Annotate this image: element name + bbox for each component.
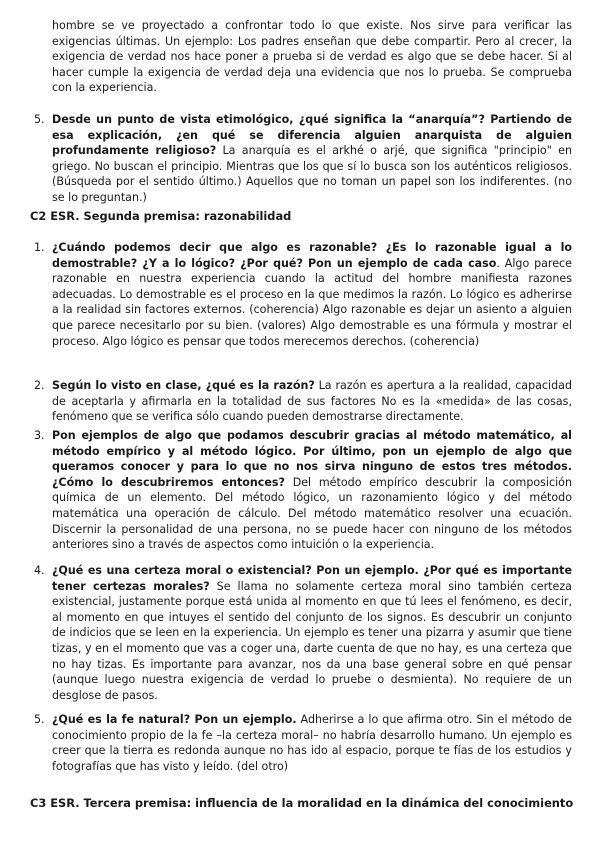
question-text: ¿Qué es la fe natural? Pon un ejemplo.: [52, 713, 297, 726]
question-text: Pon ejemplos de algo que podamos descubrir gracias al método matemático, al método empírico y al método lógico. Por último, pon un ejemplo de algo que queramos conocer y para lo que no nos sirva ninguno de estos tres métodos. ¿Cómo lo descubriremos entonces?: [52, 429, 572, 489]
question-text: ¿Qué es una certeza moral o existencial? Pon un ejemplo. ¿Por qué es importante tener certezas morales?: [52, 564, 572, 593]
question-item-5: [34, 712, 572, 774]
answer-text: Del método empírico descubrir la composición química de un elemento. Del método lógico, un razonamiento lógico y del método matemática una operación de cálculo. Del método matemático resolver una ecuación. Discernir la personalidad de una persona, no se puede hacer con ninguno de los métodos anteriores sino a través de aspectos como intuición o la experiencia.: [52, 475, 573, 552]
list-number: 4.: [34, 564, 45, 577]
list-number: 2.: [34, 379, 45, 392]
question-item-4: [34, 563, 572, 703]
section-heading-c2: C2 ESR. Segunda premisa: razonabilidad: [30, 209, 292, 223]
answer-text: La razón es apertura a la realidad, capacidad de aceptarla y afirmarla en la totalidad de sus factores No es la «medida» de las cosas, fenómeno que se verifica sólo cuando pueden demostrarse directamente.: [52, 379, 572, 424]
list-number: 5.: [34, 113, 45, 126]
list-number: 5.: [34, 713, 45, 726]
question-answer: [52, 240, 572, 349]
question-text: Según lo visto en clase, ¿qué es la razón?: [52, 379, 315, 392]
question-item-1: [34, 240, 572, 349]
section-heading-c3: C3 ESR. Tercera premisa: influencia de la moralidad en la dinámica del conocimiento: [30, 796, 574, 810]
question-answer: [52, 378, 572, 425]
question-answer: [52, 112, 572, 206]
continuation-paragraph: hombre se ve proyectado a confrontar todo lo que existe. Nos sirve para verificar las exigencias últimas. Un ejemplo: Los padres enseñan que debe compartir. Pero al crecer, la exigencia de verdad nos hace poner a prueba si de verdad es algo que se debe hacer. Si al hacer cumple la exigencia de verdad deja una evidencia que nos lo prueba. Se comprueba con la experiencia.: [52, 19, 572, 95]
question-item-5-anarquia: [34, 112, 572, 206]
list-number: 1.: [34, 241, 45, 254]
list-number: 3.: [34, 429, 45, 442]
question-answer: [52, 563, 572, 703]
question-answer: [52, 428, 572, 553]
question-answer: [52, 712, 572, 774]
question-text: ¿Cuándo podemos decir que algo es razonable? ¿Es lo razonable igual a lo demostrable? ¿Y a lo lógico? ¿Por qué? Pon un ejemplo de cada caso: [52, 241, 572, 270]
question-item-2: [34, 378, 572, 425]
answer-text: Se llama no solamente certeza moral sino también certeza existencial, justamente porque está unida al momento en que tú lees el fenómeno, es decir, al momento en que intuyes el sentido del conjunto de los signos. Es descubrir un conjunto de indicios que se leen en la experiencia. Un ejemplo es tener una pizarra y asumir que tiene tizas, y en el momento que vas a coger una, darte cuenta de que no hay, es una certeza que no hay tizas. Es importante para avanzar, nos da una base general sobre en qué pensar (aunque luego nuestra exigencia de verdad lo pruebe o desmienta). No requiere de un desglose de pasos.: [52, 579, 572, 702]
answer-text: Adherirse a lo que afirma otro. Sin el método de conocimiento propio de la fe –la certeza moral– no habría desarrollo humano. Un ejemplo es creer que la tierra es redonda aunque no has ido al espacio, porque te fías de los estudios y fotografías que has visto y leído. (del otro): [52, 713, 572, 773]
answer-text: . Algo parece razonable en nuestra experiencia cuando la actitud del hombre manifiesta razones adecuadas. Lo demostrable es el proceso en la que medimos la razón. Lo lógico es adherirse a la realidad sin factores externos. (coherencia) Algo razonable es dejar un asiento a alguien que parece necesitarlo por su bien. (valores) Algo demostrable es una fórmula y mostrar el proceso. Algo lógico es pensar que todos merecemos derechos. (coherencia): [52, 256, 572, 348]
answer-text: La anarquía es el arkhé o arjé, que significa "principio" en griego. No buscan el principio. Mientras que los que sí lo busca son los auténticos religiosos.(Búsqueda por el sentido último.) Aquellos que no toman un papel son los indiferentes. (no se lo preguntan.): [52, 144, 572, 204]
question-text: Desde un punto de vista etimológico, ¿qué significa la “anarquía”? Partiendo de esa explicación, ¿en qué se diferencia alguien anarquista de alguien profundamente religioso?: [52, 113, 572, 158]
question-item-3: [34, 428, 573, 553]
